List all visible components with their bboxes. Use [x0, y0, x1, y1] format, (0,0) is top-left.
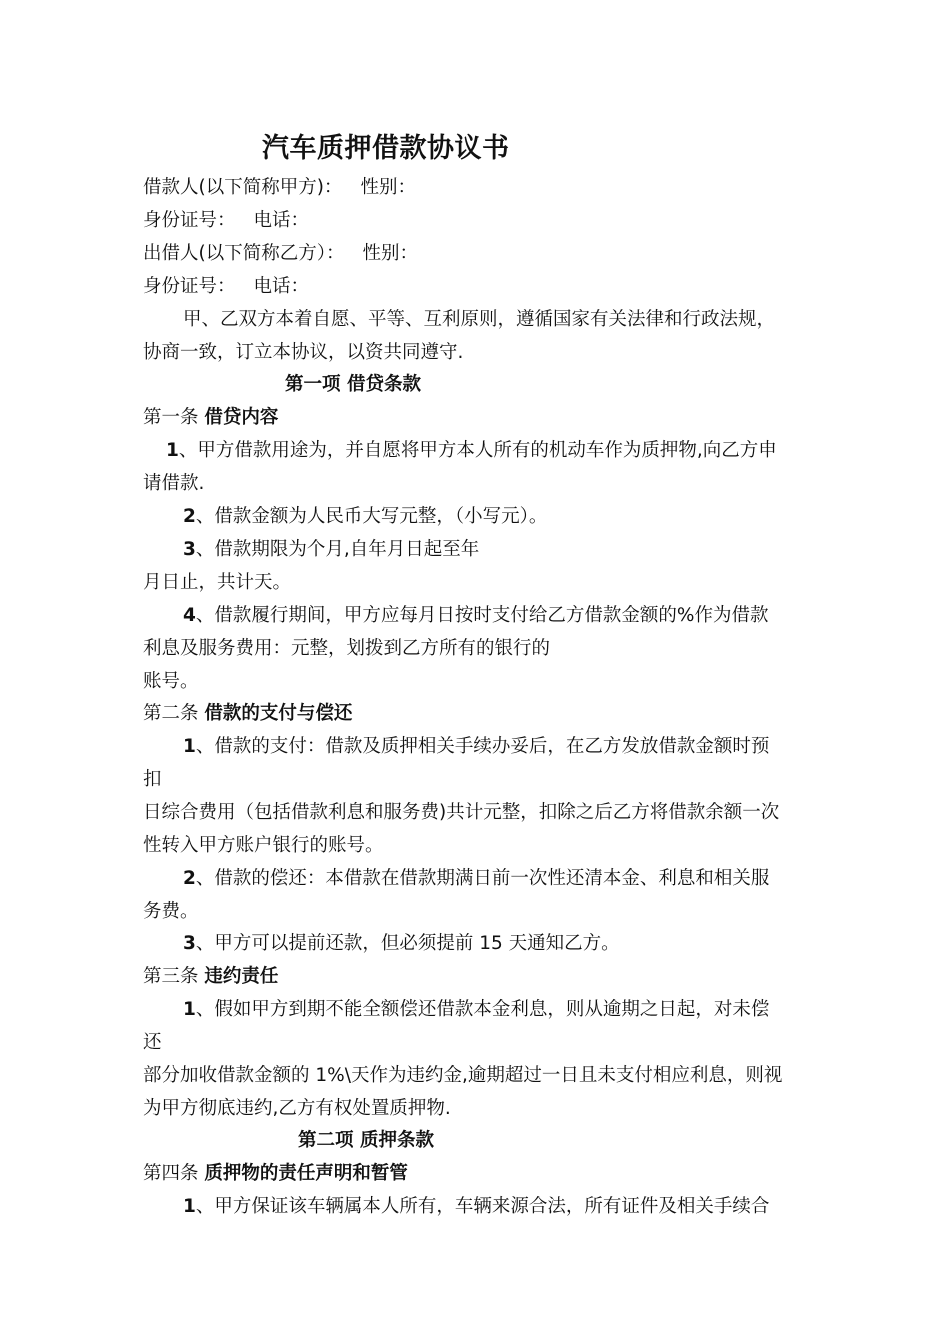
clause-2-1-line4: 性转入甲方账户银行的账号。: [143, 835, 384, 856]
party-b-gender-label: 性别：: [362, 243, 418, 264]
clause-text: 、借款履行期间，甲方应每月日按时支付给乙方借款金额的%作为借款: [195, 605, 769, 626]
party-a-phone-label: 电话：: [253, 210, 310, 231]
clause-1-1-line2: 请借款.: [143, 473, 205, 494]
article-heading-3: [143, 965, 278, 989]
clause-4-1-line1: [183, 1195, 769, 1219]
clause-text: 、甲方借款用途为，并自愿将甲方本人所有的机动车作为质押物,向乙方申: [178, 440, 777, 461]
intro-paragraph-line2: 协商一致，订立本协议，以资共同遵守.: [143, 342, 464, 363]
article-number: 第四条: [143, 1163, 205, 1184]
clause-1-2: [183, 505, 547, 529]
article-number: 第三条: [143, 966, 205, 987]
clause-2-3: [183, 932, 620, 956]
clause-3-1-line2: 还: [143, 1032, 162, 1053]
clause-2-1-line2: 扣: [143, 769, 162, 790]
document-title: 汽车质押借款协议书: [262, 133, 510, 164]
clause-3-1-line1: [183, 998, 769, 1022]
article-title: 违约责任: [204, 966, 279, 987]
party-b-phone-label: 电话：: [253, 276, 310, 297]
clause-2-1-line3: 日综合费用（包括借款利息和服务费)共计元整，扣除之后乙方将借款余额一次: [143, 802, 780, 823]
clause-number: 1: [183, 1196, 196, 1217]
clause-text: 、借款金额为人民币大写元整，（小写元）。: [195, 506, 548, 527]
article-heading-2: [143, 702, 352, 726]
party-a-id-label: 身份证号：: [143, 210, 236, 231]
section-heading-1: 第一项 借贷条款: [285, 374, 421, 395]
party-a-id-line: [143, 209, 309, 233]
clause-text: 、借款期限为个月,自年月日起至年: [195, 539, 480, 560]
article-title: 借款的支付与偿还: [204, 703, 353, 724]
clause-2-2-line1: [183, 867, 769, 891]
clause-text: 、借款的偿还：本借款在借款期满日前一次性还清本金、利息和相关服: [195, 868, 770, 889]
clause-text: 、假如甲方到期不能全额偿还借款本金利息，则从逾期之日起，对未偿: [195, 999, 770, 1020]
clause-number: 4: [183, 605, 196, 626]
party-b-id-line: [143, 275, 309, 299]
article-title: 质押物的责任声明和暂管: [204, 1163, 408, 1184]
clause-number: 2: [183, 506, 196, 527]
article-number: 第二条: [143, 703, 205, 724]
clause-number: 1: [166, 440, 179, 461]
clause-1-3-line2: 月日止，共计天。: [143, 572, 292, 593]
clause-1-3-line1: [183, 538, 479, 562]
clause-text: 、甲方保证该车辆属本人所有，车辆来源合法，所有证件及相关手续合: [195, 1196, 770, 1217]
party-a-line: [143, 176, 416, 200]
article-title: 借贷内容: [204, 407, 279, 428]
clause-1-4-line1: [183, 604, 768, 628]
party-b-line: [143, 242, 418, 266]
party-b-id-label: 身份证号：: [143, 276, 236, 297]
clause-number: 1: [183, 999, 196, 1020]
intro-paragraph-line1: 甲、乙双方本着自愿、平等、互利原则，遵循国家有关法律和行政法规，: [183, 309, 776, 330]
section-heading-2: 第二项 质押条款: [298, 1130, 434, 1151]
article-heading-4: [143, 1162, 408, 1186]
clause-2-2-line2: 务费。: [143, 901, 199, 922]
clause-3-1-line4: 为甲方彻底违约,乙方有权处置质押物.: [143, 1098, 451, 1119]
clause-text: 、借款的支付：借款及质押相关手续办妥后，在乙方发放借款金额时预: [195, 736, 770, 757]
party-a-gender-label: 性别：: [360, 177, 416, 198]
clause-number: 1: [183, 736, 196, 757]
clause-1-1-line1: [166, 439, 777, 463]
clause-number: 3: [183, 539, 196, 560]
clause-text: 、甲方可以提前还款，但必须提前 15 天通知乙方。: [195, 933, 620, 954]
clause-2-1-line1: [183, 735, 769, 759]
clause-number: 2: [183, 868, 196, 889]
party-b-label: 出借人(以下简称乙方）：: [143, 243, 345, 264]
article-number: 第一条: [143, 407, 205, 428]
clause-number: 3: [183, 933, 196, 954]
clause-1-4-line2: 利息及服务费用：元整，划拨到乙方所有的银行的: [143, 638, 551, 659]
party-a-label: 借款人(以下简称甲方)：: [143, 177, 343, 198]
article-heading-1: [143, 406, 278, 430]
clause-1-4-line3: 账号。: [143, 671, 199, 692]
clause-3-1-line3: 部分加收借款金额的 1%\天作为违约金,逾期超过一日且未支付相应利息，则视: [143, 1065, 783, 1086]
